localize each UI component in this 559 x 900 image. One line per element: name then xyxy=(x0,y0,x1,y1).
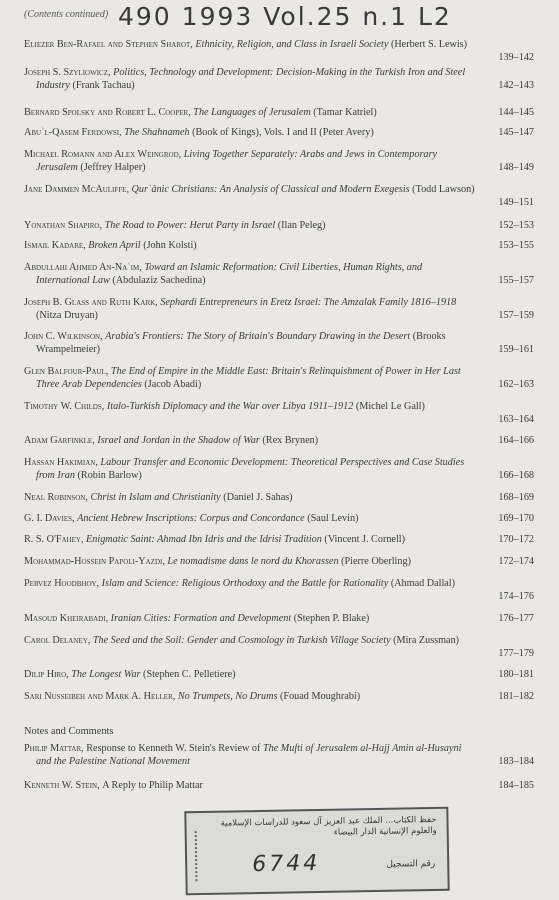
note-description: A Reply to Philip Mattar xyxy=(102,780,203,791)
entry-title: Christ in Islam and Christianity xyxy=(90,492,224,503)
entry-title: Arabia's Frontiers: The Story of Britain's Boundary Drawing in the Desert xyxy=(105,331,413,342)
entry-reviewer: (Ilan Peleg) xyxy=(277,220,326,231)
entry-authors: Mohammad-Hossein Papoli-Yazdi, xyxy=(24,556,168,567)
note-text xyxy=(24,779,476,792)
entry-text xyxy=(24,365,476,392)
entry-title: Italo-Turkish Diplomacy and the War over Libya 1911–1912 xyxy=(106,401,356,412)
entry-text xyxy=(24,690,476,703)
entry-pages: 155–157 xyxy=(498,275,534,286)
entry-authors: Yonathan Shapiro, xyxy=(24,220,105,231)
entry-reviewer: (John Kolsti) xyxy=(143,240,197,251)
entry-title: Ancient Hebrew Inscriptions: Corpus and Concordance xyxy=(77,513,308,524)
library-stamp xyxy=(184,807,449,896)
contents-entry xyxy=(24,261,544,288)
contents-entry xyxy=(24,296,544,323)
entry-text xyxy=(24,261,476,288)
entry-authors: G. I. Davies, xyxy=(24,513,78,524)
contents-entry xyxy=(24,577,544,602)
entry-pages: 177–179 xyxy=(498,648,534,659)
entry-pages: 153–155 xyxy=(498,240,534,251)
stamp-arabic-text: حفظ الكتاب... الملك عبد العزيز آل سعود للدراسات الإسلامية والعلوم الإنسانية الدار البيضاء xyxy=(220,814,437,838)
contents-entry xyxy=(24,219,544,232)
entry-text xyxy=(24,330,476,357)
entry-reviewer: (Brooks Wrampelmeier) xyxy=(36,331,446,356)
note-entry xyxy=(24,779,544,792)
contents-entry xyxy=(24,148,544,175)
contents-entry xyxy=(24,456,544,483)
handwritten-note: 490 1993 Vol.25 n.1 L2 xyxy=(118,2,452,31)
entry-reviewer: (Ahmad Dallal) xyxy=(390,578,456,589)
note-description: Response to Kenneth W. Stein's Review of xyxy=(86,743,263,754)
entry-text xyxy=(24,239,476,252)
entry-pages: 169–170 xyxy=(498,513,534,524)
entry-title: The Longest War xyxy=(71,669,144,680)
entry-pages: 164–166 xyxy=(498,435,534,446)
entry-reviewer: (Herbert S. Lewis) xyxy=(390,39,468,50)
entry-text xyxy=(24,106,476,119)
note-pages: 183–184 xyxy=(498,756,534,767)
entry-text xyxy=(24,533,476,546)
contents-entry xyxy=(24,612,544,625)
entry-title: Labour Transfer and Economic Development: Theoretical Perspectives and Case Studies from Iran xyxy=(36,457,465,482)
entry-reviewer: (Tamar Katriel) xyxy=(313,107,377,118)
entry-authors: Timothy W. Childs, xyxy=(24,401,107,412)
entry-pages: 170–172 xyxy=(498,534,534,545)
contents-entry xyxy=(24,183,544,208)
contents-entry xyxy=(24,66,544,93)
note-pages: 184–185 xyxy=(498,780,534,791)
contents-entry xyxy=(24,106,544,119)
contents-entry xyxy=(24,491,544,504)
entry-title: Enigmatic Saint: Ahmad Ibn Idris and the Idrisi Tradition xyxy=(86,534,325,545)
entry-title: Qurʾānic Christians: An Analysis of Classical and Modern Exegesis xyxy=(131,184,413,195)
entry-authors: Michael Romann and Alex Weingrod, xyxy=(24,149,184,160)
entry-pages: 180–181 xyxy=(498,669,534,680)
entry-authors: Joseph B. Glass and Ruth Kark, xyxy=(24,297,161,308)
entry-reviewer: (Pierre Oberling) xyxy=(341,556,411,567)
entry-text xyxy=(24,577,476,590)
entry-text xyxy=(24,634,476,647)
entry-text xyxy=(24,126,476,139)
note-authors: Kenneth W. Stein, xyxy=(24,780,103,791)
entry-title: Iranian Cities: Formation and Development xyxy=(110,613,294,624)
entry-authors: Bernard Spolsky and Robert L. Cooper, xyxy=(24,107,194,118)
entry-title: The Shahnameh xyxy=(124,127,193,138)
entry-pages: 168–169 xyxy=(498,492,534,503)
entry-pages: 162–163 xyxy=(498,379,534,390)
entry-title: Living Together Separately: Arabs and Jews in Contemporary Jerusalem xyxy=(36,149,438,174)
contents-entry xyxy=(24,126,544,139)
entry-authors: Eliezer Ben-Rafael and Stephen Sharot, xyxy=(24,39,196,50)
entry-authors: Abdullahi Ahmed An-Naʿim, xyxy=(24,262,145,273)
entry-authors: Carol Delaney, xyxy=(24,635,93,646)
entry-authors: Dilip Hiro, xyxy=(24,669,72,680)
entry-title: Ethnicity, Religion, and Class in Israeli Society xyxy=(195,39,391,50)
entry-title: The Languages of Jerusalem xyxy=(193,107,314,118)
notes-heading: Notes and Comments xyxy=(24,726,114,737)
note-authors: Philip Mattar, xyxy=(24,743,87,754)
entry-pages: 152–153 xyxy=(498,220,534,231)
entry-text xyxy=(24,555,476,568)
entry-pages: 174–176 xyxy=(498,591,534,602)
entry-reviewer: (Daniel J. Sahas) xyxy=(223,492,293,503)
contents-entry xyxy=(24,330,544,357)
contents-entry xyxy=(24,434,544,447)
entry-pages: 181–182 xyxy=(498,691,534,702)
entry-authors: John C. Wilkinson, xyxy=(24,331,106,342)
entry-pages: 166–168 xyxy=(498,470,534,481)
entry-authors: Joseph S. Szyliowicz, xyxy=(24,67,114,78)
entry-reviewer: (Todd Lawson) xyxy=(412,184,475,195)
entry-text xyxy=(24,38,476,51)
contents-entry xyxy=(24,239,544,252)
entry-authors: Neal Robinson, xyxy=(24,492,91,503)
entry-authors: Glen Balfour-Paul, xyxy=(24,366,111,377)
entry-pages: 139–142 xyxy=(498,52,534,63)
entry-pages: 142–143 xyxy=(498,80,534,91)
entry-authors: Ismail Kadare, xyxy=(24,240,89,251)
entry-pages: 172–174 xyxy=(498,556,534,567)
entry-reviewer: (Nitza Druyan) xyxy=(36,310,98,322)
entry-title: Islam and Science: Religious Orthodoxy and the Battle for Rationality xyxy=(101,578,391,589)
entry-title: No Trumpets, No Drums xyxy=(177,691,281,702)
entry-title: Politics, Technology and Development: Decision-Making in the Turkish Iron and Steel Industry xyxy=(36,67,466,92)
entry-authors: Jane Dammen McAuliffe, xyxy=(24,184,132,195)
contents-entry xyxy=(24,533,544,546)
entry-reviewer: (Stephen C. Pelletiere) xyxy=(143,669,236,680)
entry-reviewer: (Jacob Abadi) xyxy=(144,379,202,391)
entry-authors: Sari Nusseibeh and Mark A. Heller, xyxy=(24,691,178,702)
entry-text xyxy=(24,668,476,681)
entry-text xyxy=(24,512,476,525)
entry-pages: 163–164 xyxy=(498,414,534,425)
entry-text xyxy=(24,400,476,413)
entry-pages: 145–147 xyxy=(498,127,534,138)
entry-authors: R. S. O'Fahey, xyxy=(24,534,87,545)
entry-text xyxy=(24,148,476,175)
entry-authors: Masoud Kheirabadi, xyxy=(24,613,111,624)
entry-text xyxy=(24,296,476,323)
entry-title: The Seed and the Soil: Gender and Cosmology in Turkish Village Society xyxy=(92,635,394,646)
contents-entry xyxy=(24,38,544,63)
contents-entry xyxy=(24,634,544,659)
entry-pages: 149–151 xyxy=(498,197,534,208)
entry-pages: 176–177 xyxy=(498,613,534,624)
entry-authors: Abuʾl-Qasem Ferdowsi, xyxy=(24,127,125,138)
entry-pages: 157–159 xyxy=(498,310,534,321)
entry-reviewer: (Fouad Moughrabi) xyxy=(280,691,361,702)
entry-title: Sephardi Entrepreneurs in Eretz Israel: The Amzalak Family 1816–1918 xyxy=(160,297,457,308)
entry-title: Israel and Jordan in the Shadow of War xyxy=(97,435,263,446)
note-text xyxy=(24,742,476,769)
entry-title: The Road to Power: Herut Party in Israel xyxy=(104,220,278,231)
entry-title: Le nomadisme dans le nord du Khorassen xyxy=(167,556,342,567)
note-title: The Mufti of Jerusalem al-Hajj Amin al-Husayni and the Palestine National Movement xyxy=(36,743,462,768)
entry-text xyxy=(24,612,476,625)
entry-reviewer: (Rex Brynen) xyxy=(262,435,319,446)
entry-reviewer: (Robin Barlow) xyxy=(77,470,142,482)
entry-text xyxy=(24,66,476,93)
entry-title: Toward an Islamic Reformation: Civil Liberties, Human Rights, and International Law xyxy=(36,262,423,287)
entry-authors: Adam Garfinkle, xyxy=(24,435,98,446)
contents-entry xyxy=(24,555,544,568)
entry-pages: 148–149 xyxy=(498,162,534,173)
entry-title: The End of Empire in the Middle East: Britain's Relinquishment of Power in Her Last Three Arab Dependencies xyxy=(36,366,461,391)
note-entry xyxy=(24,742,544,769)
contents-entry xyxy=(24,690,544,703)
entry-reviewer: (Frank Tachau) xyxy=(72,80,135,92)
entry-title: Broken April xyxy=(88,240,144,251)
entry-pages: 144–145 xyxy=(498,107,534,118)
entry-text xyxy=(24,491,476,504)
entry-reviewer: (Vincent J. Cornell) xyxy=(324,534,406,545)
entry-reviewer: (Saul Levin) xyxy=(307,513,359,524)
entry-reviewer: (Stephen P. Blake) xyxy=(293,613,370,624)
contents-continued-label: (Contents continued) xyxy=(24,9,109,20)
contents-entry xyxy=(24,365,544,392)
entry-authors: Pervez Hoodbhoy, xyxy=(24,578,102,589)
contents-entry xyxy=(24,668,544,681)
entry-reviewer: (Jeffrey Halper) xyxy=(80,162,146,174)
entry-authors: Hassan Hakimian, xyxy=(24,457,101,468)
entry-reviewer: (Michel Le Gall) xyxy=(355,401,425,412)
entry-text xyxy=(24,456,476,483)
contents-entry xyxy=(24,512,544,525)
entry-reviewer: (Book of Kings), Vols. I and II (Peter Avery) xyxy=(192,127,374,138)
entry-reviewer: (Abdulaziz Sachedina) xyxy=(112,275,206,287)
entry-pages: 159–161 xyxy=(498,344,534,355)
entry-reviewer: (Mira Zussman) xyxy=(393,635,460,646)
entry-text xyxy=(24,434,476,447)
stamp-register-label: رقم التسجيل xyxy=(386,858,436,870)
entry-text xyxy=(24,183,476,196)
contents-entry xyxy=(24,400,544,425)
stamp-number: 6744 xyxy=(252,850,321,878)
entry-text xyxy=(24,219,476,232)
